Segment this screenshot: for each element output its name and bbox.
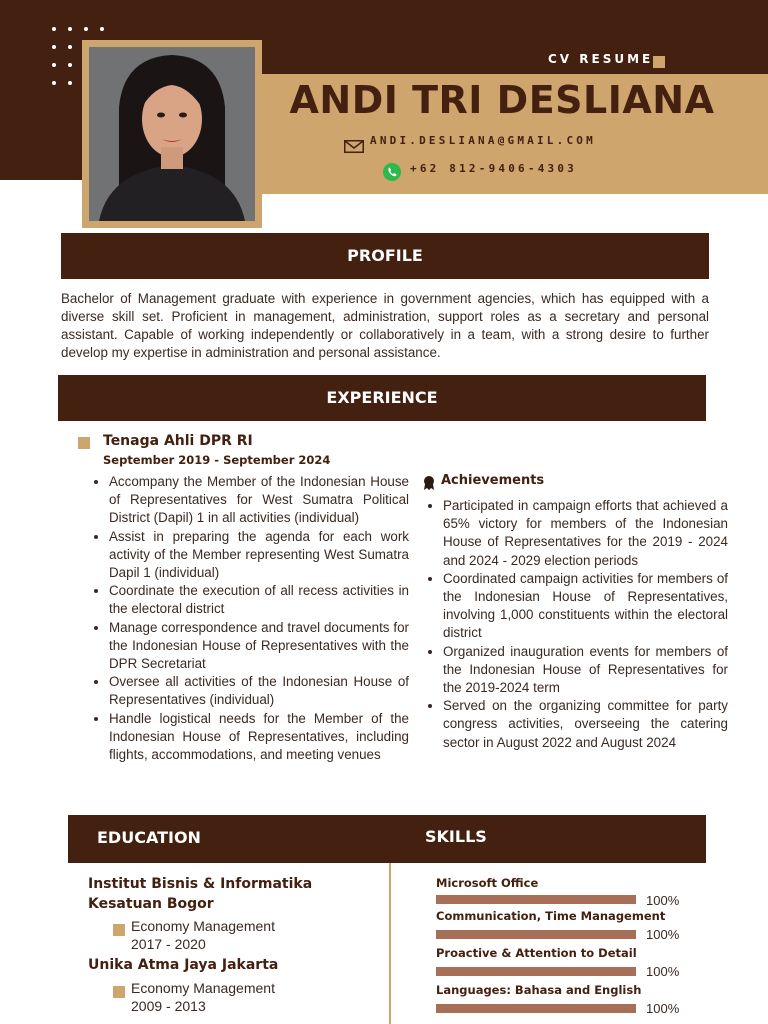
skill-name: Microsoft Office: [436, 876, 539, 890]
candidate-name: ANDI TRI DESLIANA: [289, 78, 715, 122]
profile-section-header: [61, 233, 709, 279]
job-bullet-square: [78, 437, 90, 449]
duties-list: [91, 473, 409, 764]
degree-bullet-square: [113, 986, 125, 998]
school-name: Unika Atma Jaya Jakarta: [88, 957, 279, 973]
skills-title: SKILLS: [425, 827, 487, 846]
decorative-square: [653, 56, 665, 68]
whatsapp-icon: [382, 162, 402, 186]
degree-years: 2009 - 2013: [131, 998, 206, 1014]
list-item: • Assist in preparing the agenda for each work activity of the Member representing West Sumatra Dapil 1 (individual): [109, 528, 409, 583]
degree-name: Economy Management: [131, 980, 275, 996]
skill-level-text: 100%: [646, 1001, 680, 1016]
skill-level-bar: [436, 1004, 636, 1013]
skill-level-bar: [436, 967, 636, 976]
achievements-title: Achievements: [441, 473, 545, 488]
degree-bullet-square: [113, 924, 125, 936]
skill-level-text: 100%: [646, 893, 680, 908]
skill-level-text: 100%: [646, 964, 680, 979]
cv-resume-label: CV RESUME: [548, 52, 654, 66]
achievements-list: [425, 497, 728, 752]
skill-name: Communication, Time Management: [436, 909, 666, 923]
list-item: • Served on the organizing committee for party congress activities, overseeing the catering sector in August 2022 and August 2024: [443, 697, 728, 752]
email-text[interactable]: ANDI.DESLIANA@GMAIL.COM: [370, 134, 596, 147]
experience-section-header: [58, 375, 706, 421]
job-dates: September 2019 - September 2024: [103, 453, 331, 467]
award-icon: [422, 475, 436, 495]
profile-title: PROFILE: [347, 246, 423, 265]
list-item: • Accompany the Member of the Indonesian House of Representatives for West Sumatra Political District (Dapil) 1 in all activities (individual): [109, 473, 409, 528]
list-item: • Manage correspondence and travel documents for the Indonesian House of Representatives with the DPR Secretariat: [109, 619, 409, 674]
school-name: Institut Bisnis & Informatika Kesatuan Bogor: [88, 876, 313, 912]
profile-summary: Bachelor of Management graduate with experience in government agencies, which has equipped with a diverse skill set. Proficient in management, administration, support roles as a secretary and personal assistant. Capable of working independently or collaboratively in a team, with a strong desire to further develop my expertise in administration and personal assistance.: [61, 291, 709, 360]
degree-years: 2017 - 2020: [131, 936, 206, 952]
skill-level-bar: [436, 930, 636, 939]
skill-level-text: 100%: [646, 927, 680, 942]
list-item: • Oversee all activities of the Indonesian House of Representatives (individual): [109, 673, 409, 709]
list-item: • Coordinated campaign activities for members of the Indonesian House of Representatives, involving 1,000 constituents within the electoral district: [443, 570, 728, 643]
job-title: Tenaga Ahli DPR RI: [103, 433, 253, 449]
list-item: • Participated in campaign efforts that achieved a 65% victory for members of the Indonesian House of Representatives for the 2019 - 2024 and 2024 - 2029 election periods: [443, 497, 728, 570]
experience-title: EXPERIENCE: [326, 388, 438, 407]
column-divider: [389, 863, 391, 1024]
list-item: • Organized inauguration events for members of the Indonesian House of Representatives for the 2019-2024 term: [443, 643, 728, 698]
envelope-icon: [344, 138, 364, 157]
list-item: • Handle logistical needs for the Member of the Indonesian House of Representatives, including flights, accommodations, and meeting venues: [109, 710, 409, 765]
profile-photo: [89, 47, 255, 221]
skill-level-bar: [436, 895, 636, 904]
skill-name: Proactive & Attention to Detail: [436, 946, 637, 960]
phone-text[interactable]: +62 812-9406-4303: [410, 162, 577, 175]
degree-name: Economy Management: [131, 918, 275, 934]
skill-name: Languages: Bahasa and English: [436, 983, 642, 997]
education-title: EDUCATION: [97, 828, 201, 847]
list-item: • Coordinate the execution of all recess activities in the electoral district: [109, 582, 409, 618]
